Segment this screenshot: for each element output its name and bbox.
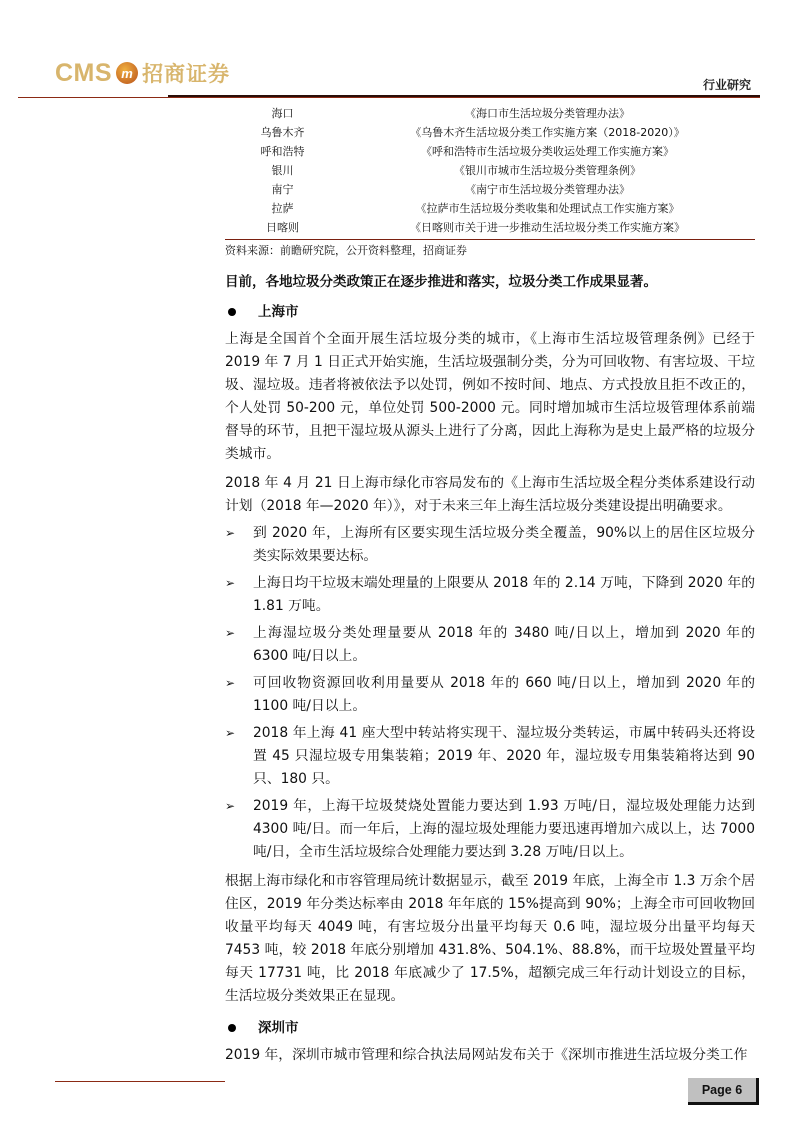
table-row <box>225 180 755 199</box>
policy-cell: 《银川市城市生活垃圾分类管理条例》 <box>454 164 641 177</box>
table-row <box>225 142 755 161</box>
section-label: 行业研究 <box>702 78 751 92</box>
bullet-icon <box>228 1024 236 1032</box>
arrow-bullet-icon: ➢ <box>225 576 236 590</box>
list-item: ➢ 到 2020 年，上海所有区要实现生活垃圾分类全覆盖，90%以上的居住区垃圾分类实际效果要达标。 <box>225 522 755 568</box>
logo-chinese: 招商证券 <box>142 63 231 86</box>
policy-cell: 《呼和浩特市生活垃圾分类收运处理工作实施方案》 <box>421 145 674 158</box>
list-item: ➢ 上海日均干垃圾末端处理量的上限要从 2018 年的 2.14 万吨，下降到 2020 年的 1.81 万吨。 <box>225 572 755 618</box>
page-footer <box>0 1075 793 1115</box>
arrow-bullet-icon: ➢ <box>225 726 236 740</box>
table-source: 资料来源：前瞻研究院，公开资料整理，招商证券 <box>225 244 467 257</box>
list-item: ➢ 2019 年，上海干垃圾焚烧处置能力要达到 1.93 万吨/日，湿垃圾处理能力达到 4300 吨/日。而一年后，上海的湿垃圾处理能力要迅速再增加六成以上，达 7000 吨/日，全市生活垃圾综合处理能力要达到 3.28 万吨/日以上。 <box>225 795 755 864</box>
city-cell: 呼和浩特 <box>260 145 305 158</box>
city-cell: 银川 <box>271 164 294 177</box>
city-cell: 拉萨 <box>271 202 294 215</box>
table-row <box>225 104 755 123</box>
table-bottom-rule <box>225 239 755 240</box>
table-row <box>225 123 755 142</box>
footer-rule <box>55 1081 225 1082</box>
table-row <box>225 161 755 180</box>
lead-sentence: 目前，各地垃圾分类政策正在逐步推进和落实，垃圾分类工作成果显著。 <box>225 274 657 290</box>
bullet-icon <box>228 308 236 316</box>
city-cell: 乌鲁木齐 <box>260 126 305 139</box>
paragraph: 2019 年，深圳市城市管理和综合执法局网站发布关于《深圳市推进生活垃圾分类工作 <box>225 1047 748 1063</box>
city-cell: 海口 <box>271 107 294 120</box>
page-content <box>225 0 755 1067</box>
table-row <box>225 218 755 237</box>
policy-cell: 《日喀则市关于进一步推动生活垃圾分类工作实施方案》 <box>410 221 685 234</box>
arrow-bullet-icon: ➢ <box>225 676 236 690</box>
list-item: ➢ 2018 年上海 41 座大型中转站将实现干、湿垃圾分类转运，市属中转码头还将设置 45 只湿垃圾专用集装箱；2019 年、2020 年，湿垃圾专用集装箱将达到 90 只、180 只。 <box>225 722 755 791</box>
city-cell: 南宁 <box>271 183 294 196</box>
paragraph: 根据上海市绿化和市容管理局统计数据显示，截至 2019 年底，上海全市 1.3 万余个居住区，2019 年分类达标率由 2018 年年底的 15%提高到 90%；上海全市可回收物回收量平均每天 4049 吨，有害垃圾分出量平均每天 0.6 吨，湿垃圾分出量平均每天 7453 吨，较 2018 年底分别增加 431.8%、504.1%、88.8%，而干垃圾处置量平均每天 17731 吨，比 2018 年底减少了 17.5%，超额完成三年行动计划设立的目标，生活垃圾分类效果正在显现。 <box>225 873 755 1004</box>
heading-text: 上海市 <box>258 304 299 320</box>
paragraph: 2018 年 4 月 21 日上海市绿化市容局发布的《上海市生活垃圾全程分类体系建设行动计划（2018 年—2020 年）》，对于未来三年上海生活垃圾分类建设提出明确要求。 <box>225 475 755 514</box>
page-number: Page 6 <box>688 1078 759 1105</box>
policy-cell: 《拉萨市生活垃圾分类收集和处理试点工作实施方案》 <box>415 202 680 215</box>
list-item: ➢ 上海湿垃圾分类处理量要从 2018 年的 3480 吨/日以上，增加到 2020 年的 6300 吨/日以上。 <box>225 622 755 668</box>
logo-mark-icon: m <box>116 62 138 84</box>
policy-cell: 《海口市生活垃圾分类管理办法》 <box>465 107 630 120</box>
list-item: ➢ 可回收物资源回收利用量要从 2018 年的 660 吨/日以上，增加到 2020 年的 1100 吨/日以上。 <box>225 672 755 718</box>
policy-cell: 《南宁市生活垃圾分类管理办法》 <box>465 183 630 196</box>
table-row <box>225 199 755 218</box>
policy-table <box>225 104 755 237</box>
arrow-bullet-icon: ➢ <box>225 526 236 540</box>
heading-shanghai <box>225 302 755 322</box>
heading-text: 深圳市 <box>258 1020 299 1036</box>
paragraph: 上海是全国首个全面开展生活垃圾分类的城市，《上海市生活垃圾管理条例》已经于 2019 年 7 月 1 日正式开始实施，生活垃圾强制分类，分为可回收物、有害垃圾、干垃圾、湿垃圾。违者将被依法予以处罚，例如不按时间、地点、方式投放且拒不改正的，个人处罚 50-200 元，单位处罚 500-2000 元。同时增加城市生活垃圾管理体系前端督导的环节，且把干湿垃圾从源头上进行了分离，因此上海称为是史上最严格的垃圾分类城市。 <box>225 331 755 462</box>
logo-latin: CMS <box>55 58 113 87</box>
city-cell: 日喀则 <box>266 221 299 234</box>
arrow-bullet-icon: ➢ <box>225 799 236 813</box>
company-logo <box>55 58 230 88</box>
arrow-bullet-icon: ➢ <box>225 626 236 640</box>
heading-shenzhen <box>225 1018 755 1038</box>
policy-cell: 《乌鲁木齐生活垃圾分类工作实施方案（2018-2020）》 <box>410 126 685 139</box>
